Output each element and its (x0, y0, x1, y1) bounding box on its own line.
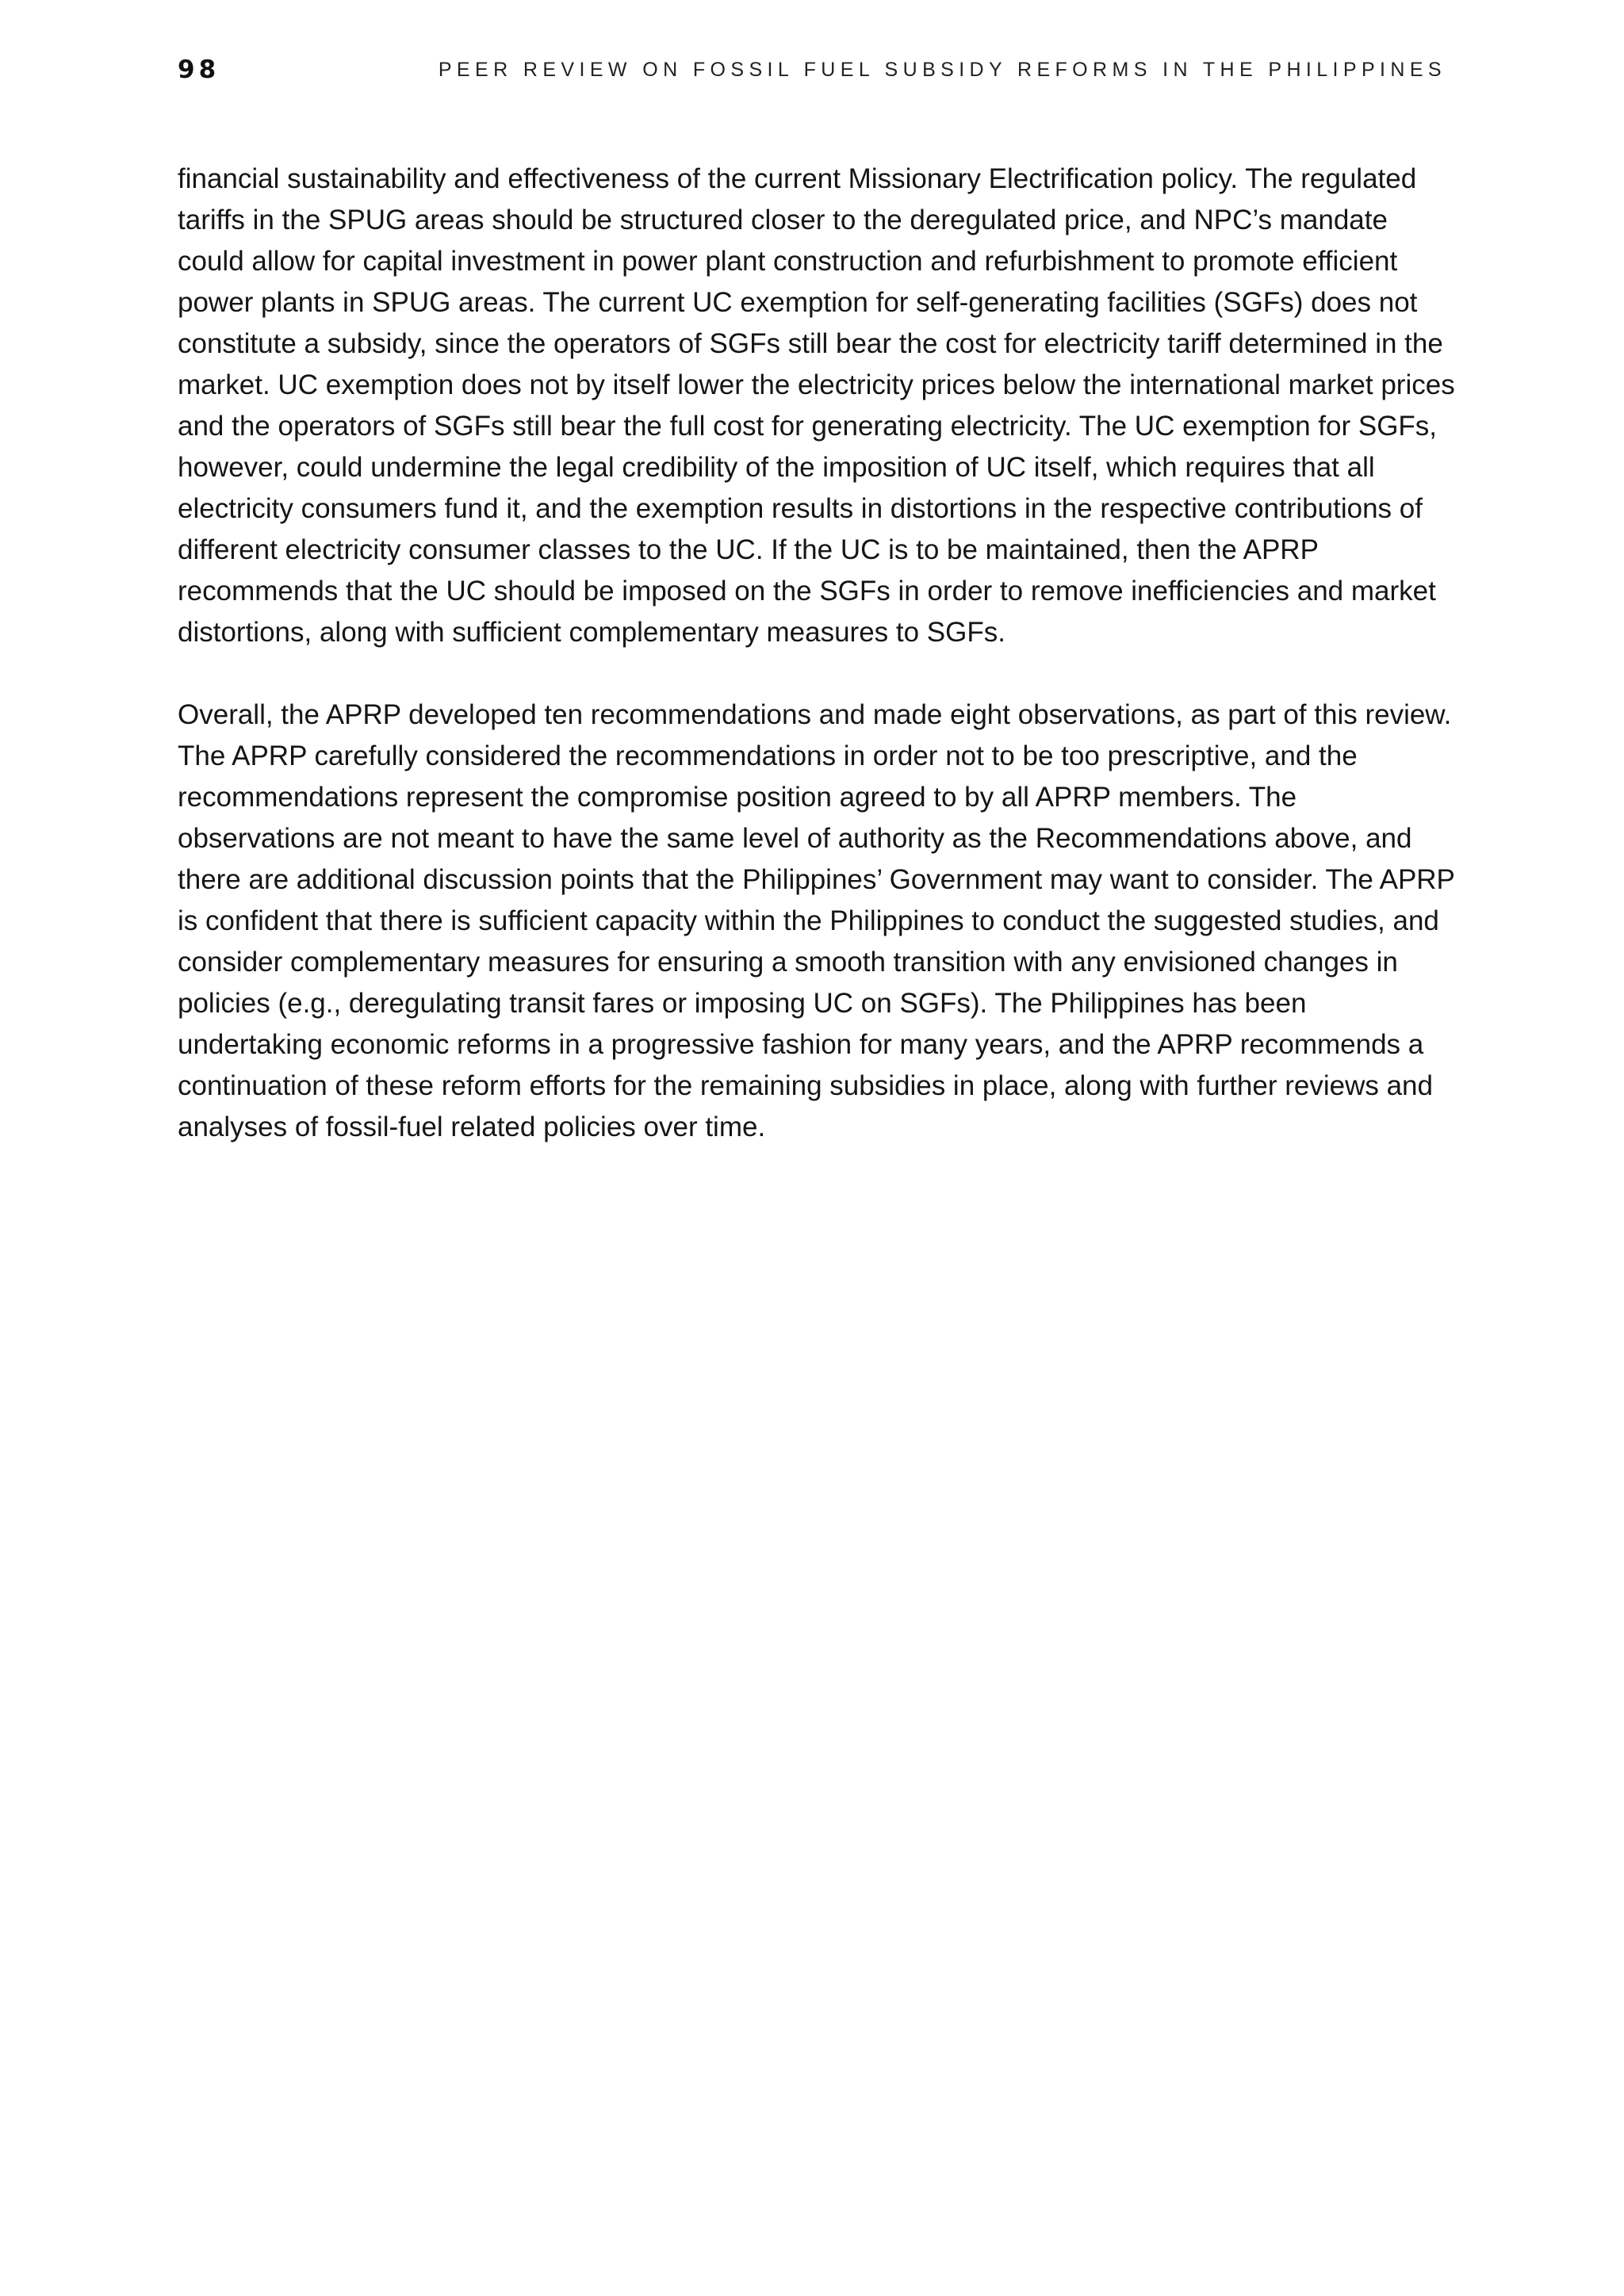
page-header (178, 51, 1446, 89)
body-paragraph: Overall, the APRP developed ten recommendations and made eight observations, as part of this review. The APRP carefully considered the recommendations in order not to be too prescriptive, and the recommendations represent the compromise position agreed to by all APRP members. The observations are not meant to have the same level of authority as the Recommendations above, and there are additional discussion points that the Philippines’ Government may want to consider. The APRP is confident that there is sufficient capacity within the Philippines to conduct the suggested studies, and consider complementary measures for ensuring a smooth transition with any envisioned changes in policies (e.g., deregulating transit fares or imposing UC on SGFs). The Philippines has been undertaking economic reforms in a progressive fashion for many years, and the APRP recommends a continuation of these reform efforts for the remaining subsidies in place, along with further reviews and analyses of fossil-fuel related policies over time. (178, 699, 1455, 1142)
running-title: PEER REVIEW ON FOSSIL FUEL SUBSIDY REFORMS IN THE PHILIPPINES (438, 59, 1446, 81)
body-paragraph: financial sustainability and effectiveness of the current Missionary Electrification policy. The regulated tariffs in the SPUG areas should be structured closer to the deregulated price, and NPC’s mandate could allow for capital investment in power plant construction and refurbishment to promote efficient power plants in SPUG areas. The current UC exemption for self-generating facilities (SGFs) does not constitute a subsidy, since the operators of SGFs still bear the cost for electricity tariff determined in the market. UC exemption does not by itself lower the electricity prices below the international market prices and the operators of SGFs still bear the full cost for generating electricity. The UC exemption for SGFs, however, could undermine the legal credibility of the imposition of UC itself, which requires that all electricity consumers fund it, and the exemption results in distortions in the respective contributions of different electricity consumer classes to the UC. If the UC is to be maintained, then the APRP recommends that the UC should be imposed on the SGFs in order to remove inefficiencies and market distortions, along with sufficient complementary measures to SGFs. (178, 163, 1455, 648)
body-text (178, 159, 1459, 1189)
page-number: 98 (178, 55, 220, 84)
